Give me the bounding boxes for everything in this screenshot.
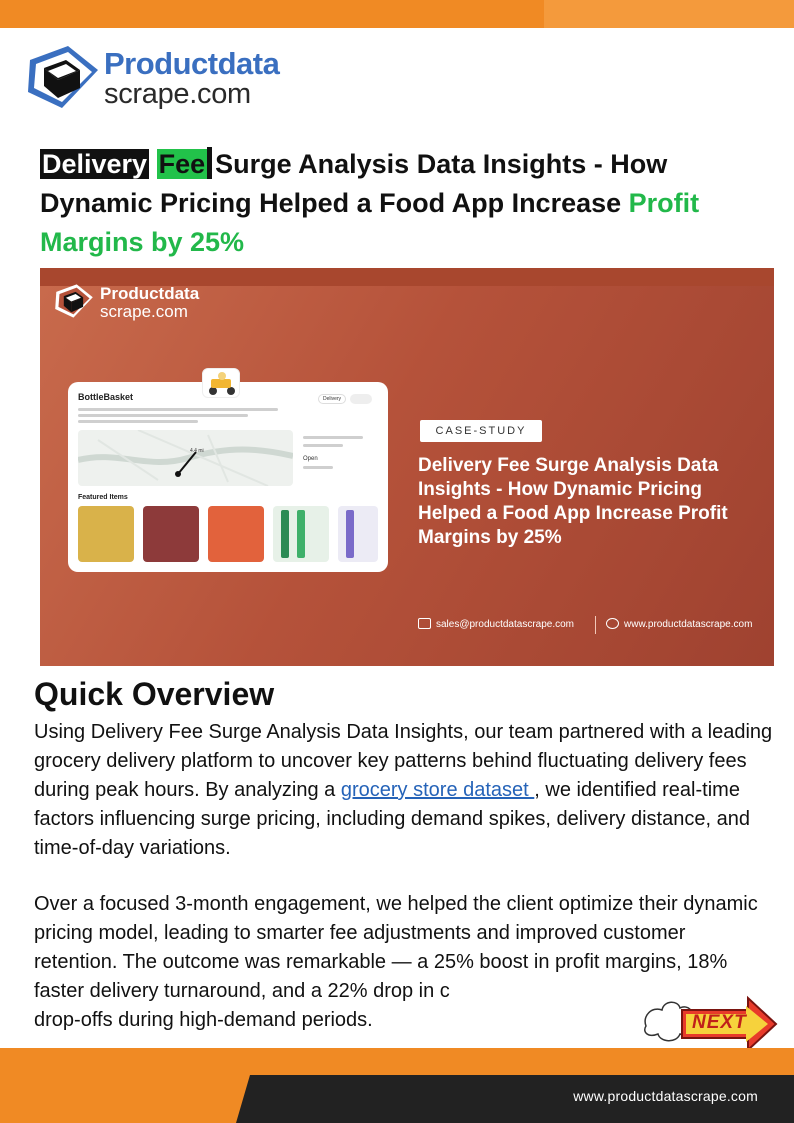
brand-name-line1: Productdata: [104, 46, 280, 81]
case-study-badge: CASE-STUDY: [420, 420, 542, 442]
featured-item: [208, 506, 264, 562]
hero-website[interactable]: www.productdatascrape.com: [624, 619, 753, 630]
delivery-scooter-icon: [202, 368, 240, 398]
top-accent-bar-right: [544, 0, 794, 28]
featured-item: [143, 506, 199, 562]
title-highlight-dark: Delivery: [42, 149, 148, 179]
featured-items-label: Featured Items: [78, 494, 128, 501]
open-status: Open: [303, 456, 318, 462]
info-line: [303, 436, 363, 439]
email-icon: [418, 618, 431, 629]
title-green-tail: Profit Margins by 25%: [40, 188, 700, 257]
section-heading: Quick Overview: [34, 676, 275, 712]
hero-headline: Delivery Fee Surge Analysis Data Insights - How Dynamic Pricing Helped a Food App Increase Profit Margins by 25%: [418, 455, 728, 548]
store-detail-line: [78, 414, 248, 417]
hero-brand-line1: Productdata: [100, 284, 200, 303]
paragraph-text-end: drop-offs during high-demand periods.: [34, 1009, 373, 1031]
store-info-panel: [303, 430, 381, 486]
footer-slant: [236, 1075, 250, 1123]
grocery-dataset-link[interactable]: grocery store dataset: [340, 779, 535, 801]
store-detail-line: [78, 408, 278, 411]
brand-name-line2: scrape.com: [104, 78, 251, 110]
title-main-text: Surge Analysis Data Insights - How Dynamic Pricing Helped a Food App Increase: [40, 149, 668, 218]
next-button-label: NEXT: [692, 1012, 747, 1033]
contact-divider: [595, 616, 596, 634]
pickup-toggle: [350, 394, 372, 404]
hero-cube-logo-icon: [52, 280, 96, 322]
info-line: [303, 466, 333, 469]
page-title: [40, 145, 760, 262]
app-screenshot-card: [68, 382, 388, 572]
title-highlight-green: Fee: [158, 149, 206, 179]
delivery-toggle: Delivery: [318, 394, 346, 404]
paragraph-text: Over a focused 3-month engagement, we helped the client optimize their dynamic pricing model, leading to smarter fee adjustments and improved customer retention. The outcome was remarkable — a 25% boost in profit margins, 18% faster delivery turnaround, and a 22% drop in c: [34, 893, 758, 1002]
store-name: BottleBasket: [78, 392, 134, 402]
featured-item: [78, 506, 134, 562]
cube-logo-icon: [22, 40, 104, 114]
featured-item: [338, 506, 378, 562]
map-graphic: [78, 430, 293, 486]
hero-contact-bar: [418, 616, 768, 636]
hero-banner: [20, 268, 774, 666]
top-accent-bar: [0, 0, 794, 28]
info-line: [303, 444, 343, 447]
hero-left-margin: [20, 268, 40, 666]
hero-brand-line2: scrape.com: [100, 302, 188, 321]
brand-logo[interactable]: [22, 40, 312, 114]
map-distance: 4.4 mi: [190, 448, 204, 454]
overview-paragraph-1: [34, 718, 774, 863]
featured-item: [273, 506, 329, 562]
footer-website[interactable]: www.productdatascrape.com: [573, 1088, 758, 1104]
title-highlight-bar: [207, 147, 212, 179]
map-thumbnail: [78, 430, 293, 486]
store-detail-line: [78, 420, 198, 423]
web-icon: [606, 618, 619, 629]
hero-email[interactable]: sales@productdatascrape.com: [436, 619, 574, 630]
paragraph-text: , we identified real-time factors influencing surge pricing, including demand spikes, delivery distance, and time-of-day variations.: [34, 779, 750, 859]
paragraph-text: Using Delivery Fee Surge Analysis Data Insights, our team partnered with a leading grocery delivery platform to uncover key patterns behind fluctuating delivery fees during peak hours. By analyzing a: [34, 721, 773, 801]
